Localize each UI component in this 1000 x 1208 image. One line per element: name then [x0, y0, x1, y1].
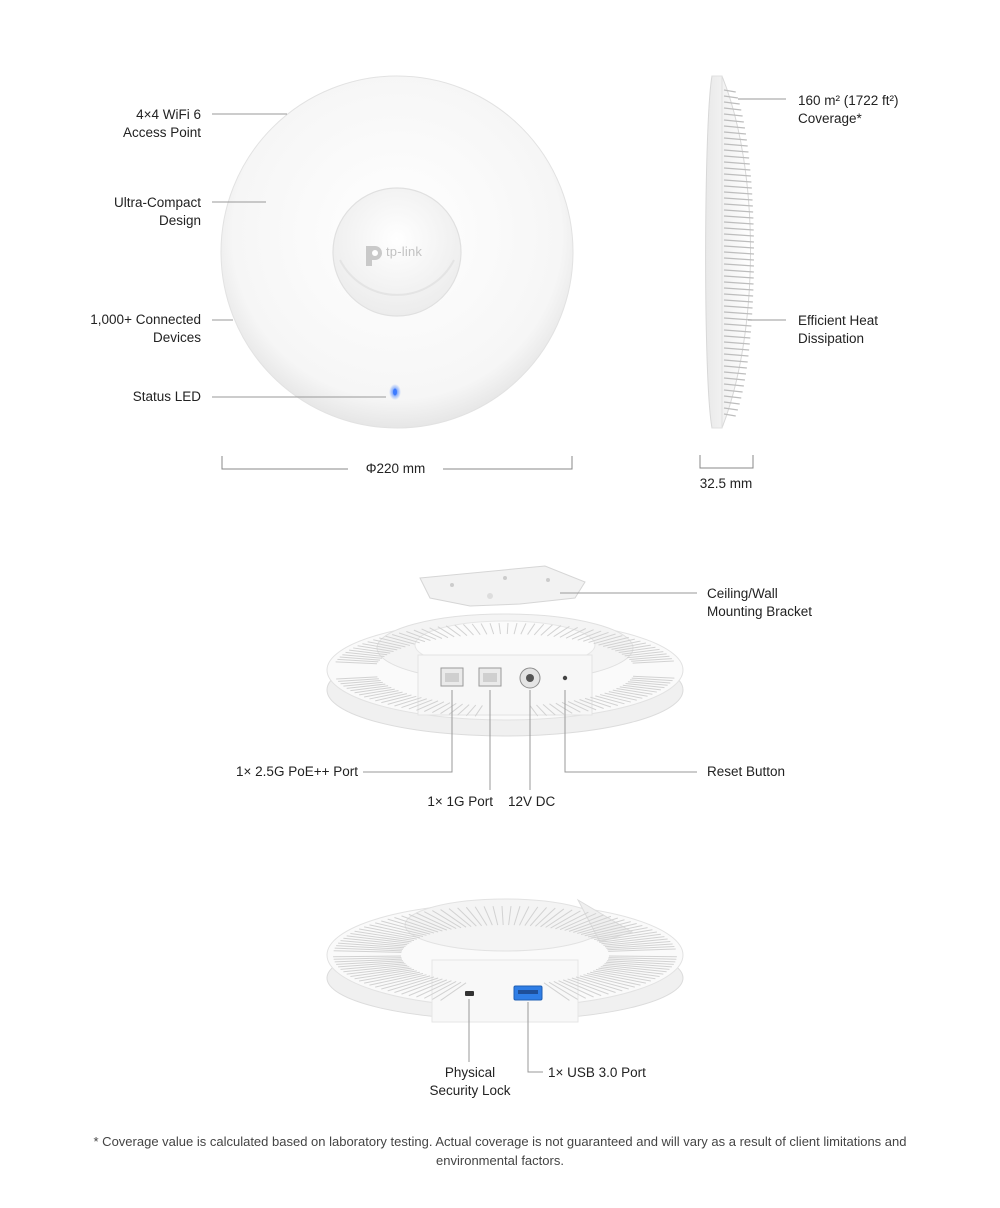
poe-port-icon — [441, 668, 463, 686]
label-line: Mounting Bracket — [707, 604, 813, 619]
thickness-label: 32.5 mm — [699, 476, 753, 491]
label-line: 4×4 WiFi 6 — [136, 107, 201, 122]
label-wifi-access-point — [123, 106, 201, 142]
label-usb-port: 1× USB 3.0 Port — [548, 1065, 646, 1080]
label-line: 1,000+ Connected — [90, 312, 201, 327]
label-line: Access Point — [122, 125, 201, 140]
label-poe-port: 1× 2.5G PoE++ Port — [236, 764, 358, 779]
label-ultra-compact — [114, 194, 201, 230]
tp-link-logo-text: tp-link — [386, 244, 423, 259]
status-led-icon — [389, 384, 401, 400]
label-heat-dissipation — [798, 312, 878, 348]
reset-button-icon — [563, 676, 567, 680]
label-line: Ultra-Compact — [113, 195, 201, 210]
label-12v-dc: 12V DC — [508, 794, 556, 809]
diameter-label: Φ220 mm — [365, 461, 426, 476]
label-line: Efficient Heat — [798, 313, 879, 328]
label-line: Ceiling/Wall — [707, 586, 778, 601]
label-line: Physical — [444, 1065, 496, 1080]
label-1g-port: 1× 1G Port — [427, 794, 493, 809]
label-line: Dissipation — [798, 331, 865, 346]
side-ports-device — [327, 899, 683, 1022]
label-security-lock — [410, 1064, 530, 1100]
dc-jack-icon — [520, 668, 540, 688]
thickness-dimension-line — [700, 455, 753, 468]
security-lock-slot-icon — [465, 991, 474, 996]
label-reset-button: Reset Button — [707, 764, 786, 779]
mounting-bracket — [420, 566, 585, 606]
label-line: Coverage* — [798, 111, 862, 126]
label-line: Design — [158, 213, 201, 228]
label-line: Devices — [152, 330, 201, 345]
gigabit-port-icon — [479, 668, 501, 686]
rear-view-device — [327, 614, 683, 736]
side-view-profile — [706, 76, 754, 428]
coverage-footnote: * Coverage value is calculated based on laboratory testing. Actual coverage is not guaranteed and will vary as a result of client limitations and environmental factors. — [93, 1134, 907, 1168]
label-coverage — [798, 92, 899, 128]
label-mounting-bracket — [707, 585, 812, 621]
label-connected-devices — [90, 311, 201, 347]
label-line: 160 m² (1722 ft²) — [798, 93, 899, 108]
usb-port-icon — [514, 986, 542, 1000]
label-line: Security Lock — [429, 1083, 511, 1098]
label-status-led: Status LED — [132, 389, 201, 404]
